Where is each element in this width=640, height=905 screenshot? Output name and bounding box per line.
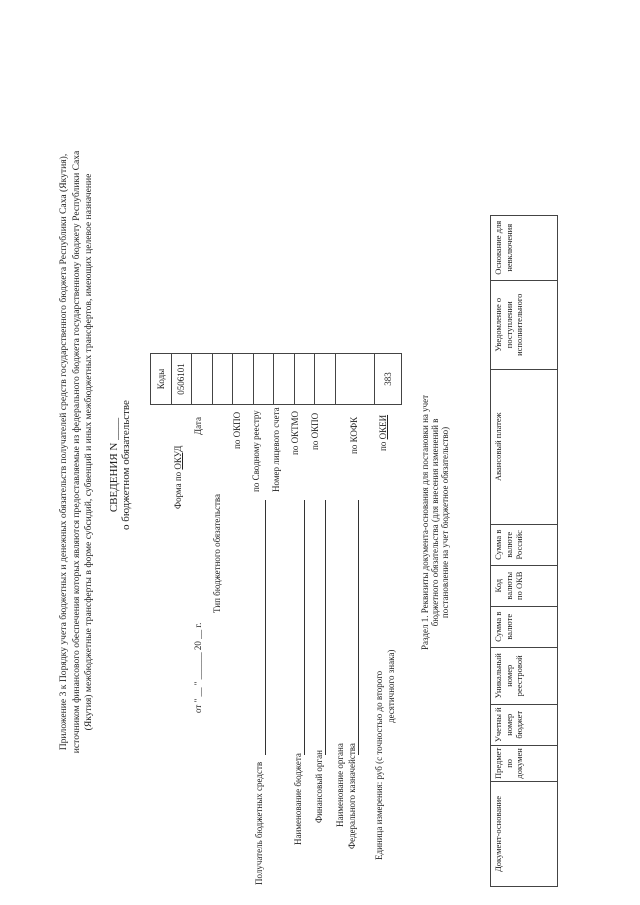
col-subject: Предмет по докумен (491, 745, 558, 781)
kofk-value (335, 354, 374, 405)
svodny-label: по Сводному реестру (251, 410, 261, 492)
codes-header: Коды (151, 354, 172, 405)
col-advance-payment: Авансовый платеж (491, 369, 558, 524)
document-header (58, 17, 96, 887)
fin-organ-line (325, 500, 326, 755)
recipient-label: Получатель бюджетных средств (254, 761, 264, 885)
basis-document-table (490, 215, 558, 887)
section-title-line-1: Раздел 1. Реквизиты документа-основания для постановки на учет (420, 394, 430, 650)
okud-value: 0506101 (171, 354, 192, 405)
section-title-line-3: постановление на учет бюджетное обязательство) (440, 426, 450, 619)
treasury-label-1: Наименование органа (335, 743, 345, 827)
header-line-3: (Якутия) межбюджетные трансферты в форме субсидий, субвенций и иных межбюджетных трансфертов, имеющих целевое назначение (83, 173, 95, 731)
okei-value: 383 (374, 354, 401, 405)
section-title-line-2: бюджетного обязательства (для внесения изменений в (430, 418, 440, 627)
svodny-value (253, 354, 274, 405)
treasury-label-2: Федерального казначейства (347, 743, 357, 849)
col-sum-currency: Сумма в валюте (491, 606, 558, 647)
col-currency-code: Код валюты по ОКВ (491, 565, 558, 606)
col-document-basis: Документ-основание (491, 782, 558, 887)
col-sum-rub: Сумма в валюте Российс (491, 524, 558, 565)
oktmo-label: по ОКТМО (290, 411, 300, 455)
recipient-line (265, 500, 266, 755)
unit-label-2: десятичного знака) (386, 649, 396, 723)
col-unique-number: Уникальный номер реестровой (491, 647, 558, 704)
col-account-number: Учетны й номер бюджет (491, 704, 558, 745)
okpo2-value (315, 354, 336, 405)
form-title-sub: о бюджетном обязательстве (120, 400, 132, 530)
type-label: Тип бюджетного обязательства (212, 493, 222, 613)
account-value (274, 354, 295, 405)
form-title (108, 365, 132, 565)
okpo-value (233, 354, 254, 405)
type-value (212, 354, 233, 405)
oktmo-value (294, 354, 315, 405)
unit-label-1: Единица измерения: руб (с точностью до второго (374, 670, 384, 860)
header-line-2: источником финансового обеспечения которых являются предоставляемые из федерального бюджета государственному бюджету Республики Саха (70, 150, 82, 754)
date-line: от " __ " ______ 20 __ г. (193, 622, 203, 713)
codes-table (150, 353, 402, 405)
date-label: Дата (193, 417, 203, 435)
col-notification: Уведомление о поступлении исполнительного (491, 280, 558, 369)
fin-organ-label: Финансовый орган (314, 750, 324, 823)
okpo-label: по ОКПО (232, 411, 242, 449)
date-value (192, 354, 213, 405)
budget-name-line (304, 500, 305, 755)
kofk-label: по КОФК (349, 416, 359, 454)
okpo2-label: по ОКПО (310, 412, 320, 450)
okei-label: по ОКЕИ (378, 414, 388, 451)
header-line-1: Приложение 3 к Порядку учета бюджетных и денежных обязательств получателей средств государственного бюджета Республики Саха (Якутия), (58, 153, 69, 751)
form-title-main: СВЕДЕНИЯ N ____ (108, 417, 120, 513)
budget-name-label: Наименование бюджета (293, 753, 303, 845)
col-exclusion-basis: Основание для невключения (491, 215, 558, 280)
okud-label: Форма по ОКУД (173, 445, 183, 509)
account-label: Номер лицевого счета (271, 407, 281, 492)
treasury-line (358, 500, 359, 755)
section-title (420, 395, 450, 650)
